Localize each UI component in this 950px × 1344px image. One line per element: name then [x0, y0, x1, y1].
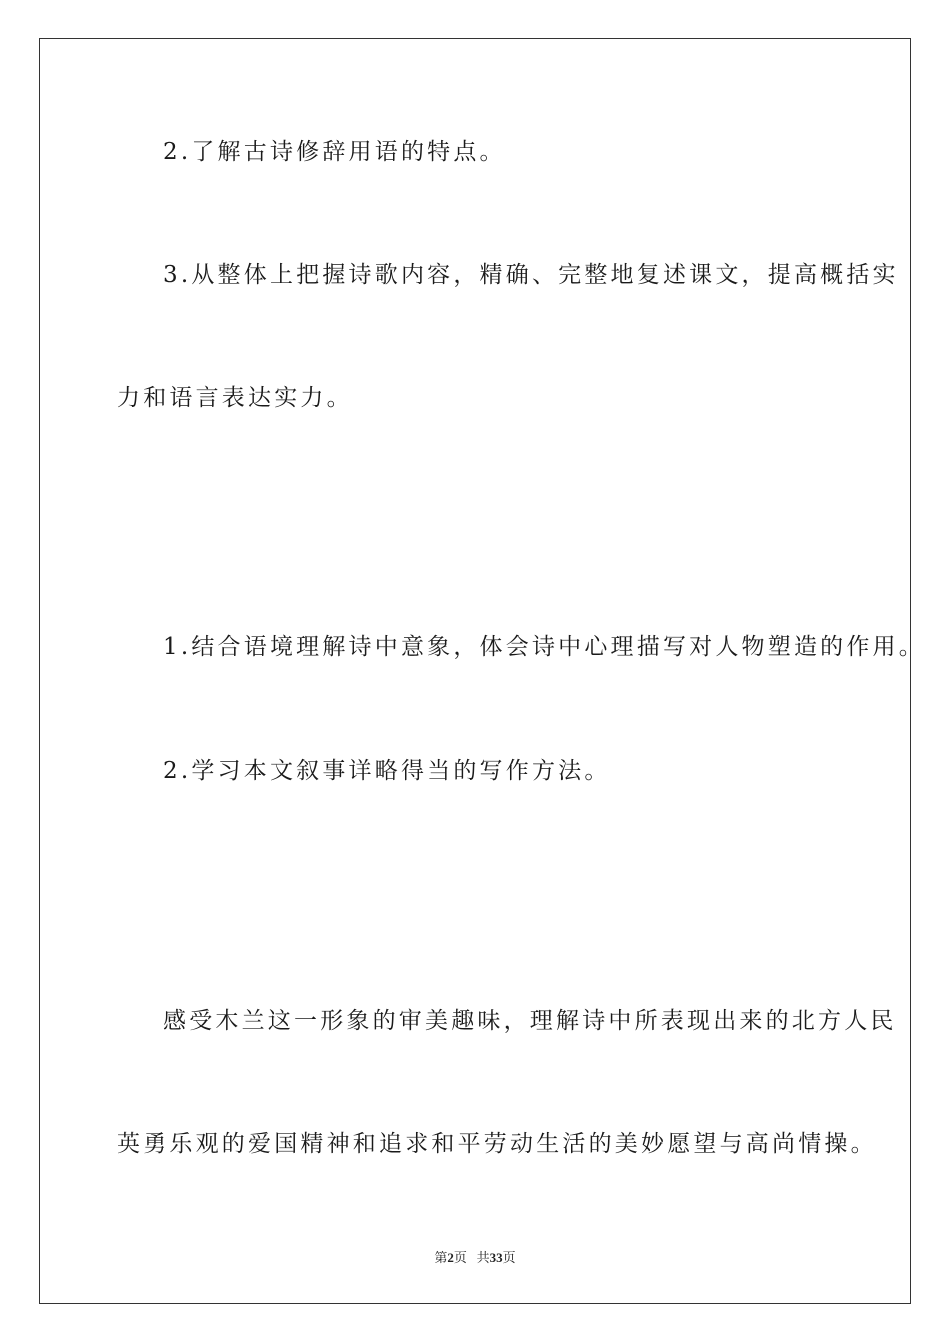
paragraph-focus-2: 2.学习本文叙事详略得当的写作方法。 [163, 758, 611, 784]
footer-total-suffix: 页 [502, 1250, 516, 1265]
page-border [39, 38, 911, 1304]
page-footer [0, 1247, 950, 1266]
footer-page-prefix: 第 [434, 1250, 448, 1265]
paragraph-objective-2: 2.了解古诗修辞用语的特点。 [163, 139, 506, 165]
footer-total-prefix: 共 [476, 1250, 490, 1265]
footer-page-number: 2 [447, 1250, 454, 1265]
paragraph-emotion-line2: 英勇乐观的爱国精神和追求和平劳动生活的美妙愿望与高尚情操。 [117, 1131, 877, 1157]
paragraph-objective-3-line1: 3.从整体上把握诗歌内容，精确、完整地复述课文，提高概括实 [163, 262, 899, 288]
footer-page-suffix: 页 [453, 1250, 467, 1265]
paragraph-objective-3-line2: 力和语言表达实力。 [117, 385, 353, 411]
paragraph-focus-1: 1.结合语境理解诗中意象，体会诗中心理描写对人物塑造的作用。 [163, 634, 925, 660]
paragraph-emotion-line1: 感受木兰这一形象的审美趣味，理解诗中所表现出来的北方人民 [163, 1008, 897, 1034]
footer-total-pages: 33 [489, 1250, 503, 1265]
